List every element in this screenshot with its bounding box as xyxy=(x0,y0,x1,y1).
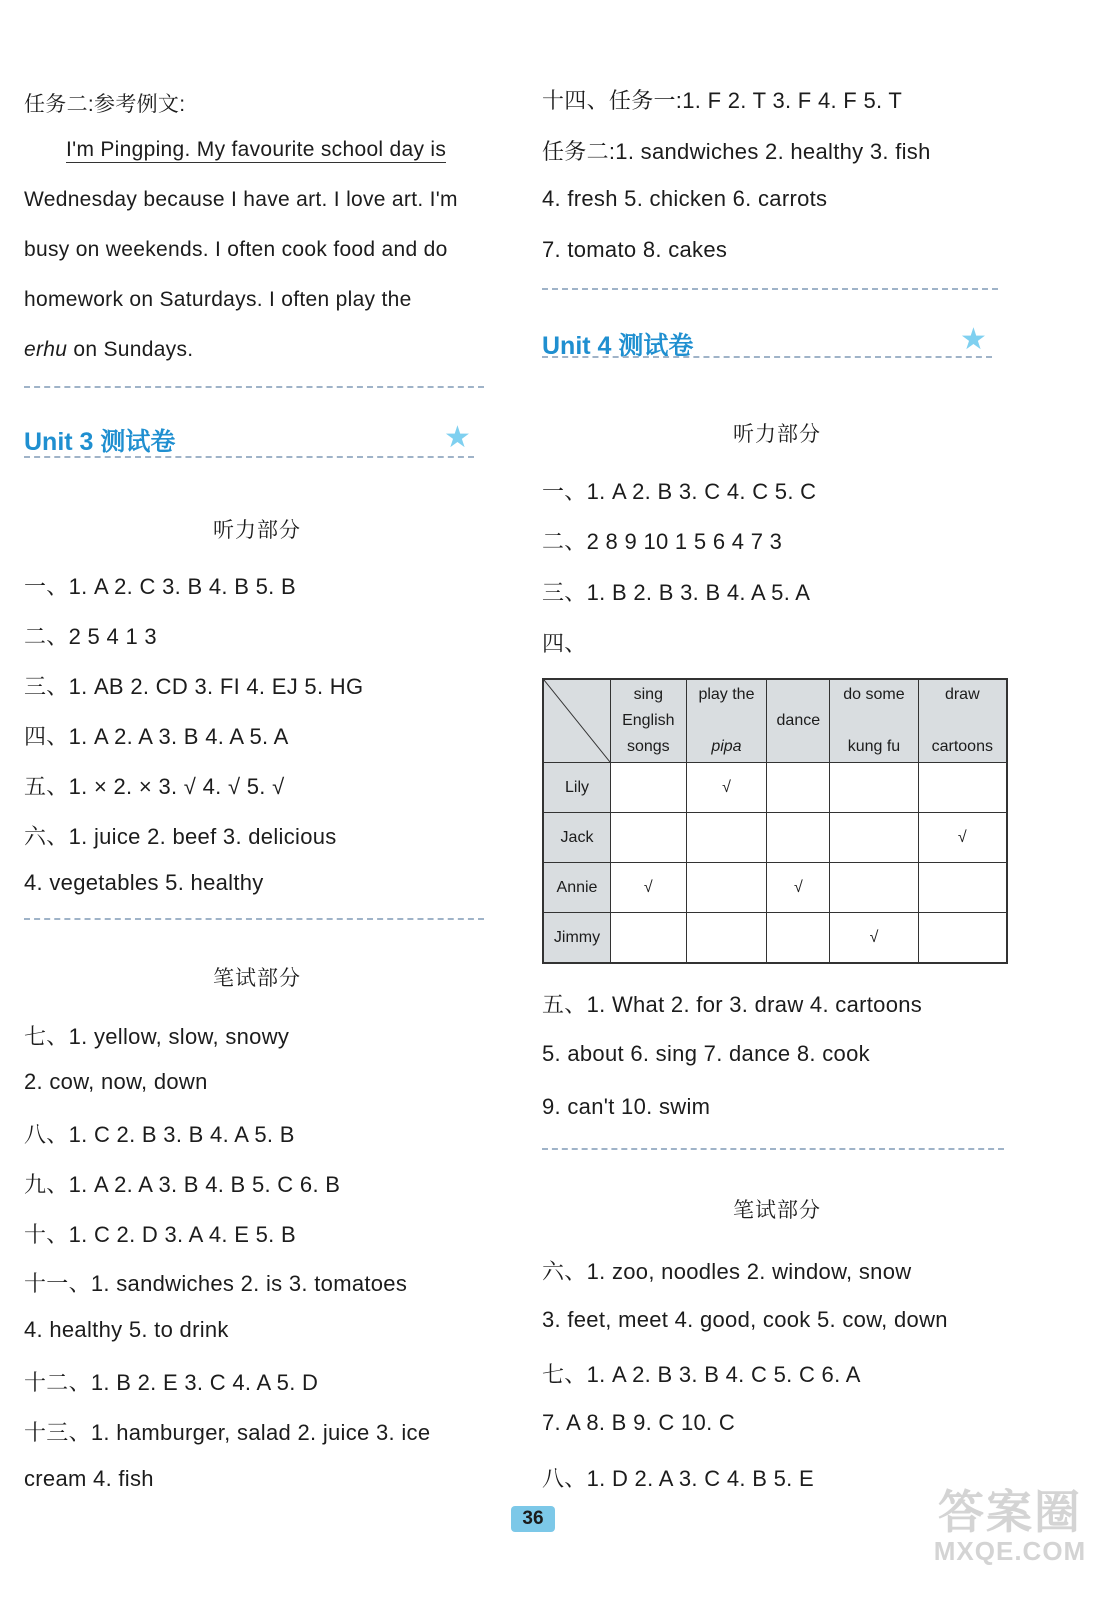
col-header-do-some-kung-fu: do some kung fu xyxy=(830,679,918,763)
activity-table xyxy=(542,678,1008,964)
answer-line: 六、1. zoo, noodles 2. window, snow xyxy=(542,1259,912,1284)
essay-line-2: Wednesday because I have art. I love art. I'm xyxy=(24,188,458,211)
answer-line: 任务二:1. sandwiches 2. healthy 3. fish xyxy=(542,139,931,164)
divider xyxy=(24,386,484,388)
table-cell xyxy=(611,813,687,863)
answer-line: 一、1. A 2. C 3. B 4. B 5. B xyxy=(24,574,296,599)
table-cell xyxy=(918,913,1007,964)
table-cell: √ xyxy=(830,913,918,964)
table-cell xyxy=(918,863,1007,913)
answer-line: 八、1. D 2. A 3. C 4. B 5. E xyxy=(542,1466,814,1491)
writing-heading: 笔试部分 xyxy=(733,1199,821,1222)
writing-heading: 笔试部分 xyxy=(213,967,301,990)
essay-line-1 xyxy=(66,138,446,162)
listening-heading: 听力部分 xyxy=(213,519,301,542)
answer-line: 七、1. A 2. B 3. B 4. C 5. C 6. A xyxy=(542,1362,861,1387)
answer-line: 7. A 8. B 9. C 10. C xyxy=(542,1410,736,1435)
table-cell xyxy=(686,863,767,913)
divider xyxy=(542,288,998,290)
divider xyxy=(24,918,484,920)
col-header-draw-cartoons: draw cartoons xyxy=(918,679,1007,763)
answer-line: 一、1. A 2. B 3. C 4. C 5. C xyxy=(542,479,817,504)
col-header-sing-english-songs: sing English songs xyxy=(611,679,687,763)
answer-line: 三、1. AB 2. CD 3. FI 4. EJ 5. HG xyxy=(24,674,364,699)
unit4-title: Unit 4 测试卷 xyxy=(542,332,694,360)
table-cell: √ xyxy=(918,813,1007,863)
table-cell: √ xyxy=(686,763,767,813)
unit3-underline xyxy=(24,456,474,458)
table-cell xyxy=(686,813,767,863)
table-row xyxy=(543,813,1007,863)
diagonal-line-icon xyxy=(544,680,610,762)
table-cell xyxy=(830,763,918,813)
answer-line: 4. healthy 5. to drink xyxy=(24,1317,229,1342)
answer-line: 十一、1. sandwiches 2. is 3. tomatoes xyxy=(24,1271,408,1296)
answer-line: 十二、1. B 2. E 3. C 4. A 5. D xyxy=(24,1370,319,1395)
answer-line: 十、1. C 2. D 3. A 4. E 5. B xyxy=(24,1222,296,1247)
table-row xyxy=(543,763,1007,813)
table-cell: √ xyxy=(767,863,830,913)
table-header-row xyxy=(543,679,1007,763)
table-cell: √ xyxy=(611,863,687,913)
essay-line-5 xyxy=(24,338,193,362)
task2-heading: 任务二:参考例文: xyxy=(24,93,186,116)
table-cell xyxy=(830,863,918,913)
answer-line: 三、1. B 2. B 3. B 4. A 5. A xyxy=(542,580,811,605)
answer-line: 3. feet, meet 4. good, cook 5. cow, down xyxy=(542,1307,948,1332)
star-icon: ★ xyxy=(444,421,471,454)
table-cell xyxy=(918,763,1007,813)
row-name: Jimmy xyxy=(543,913,611,964)
answer-line: 六、1. juice 2. beef 3. delicious xyxy=(24,824,337,849)
essay-line-1-text: I'm Pingping. My favourite school day is xyxy=(66,138,447,161)
answer-line: 4. fresh 5. chicken 6. carrots xyxy=(542,186,828,211)
table-cell xyxy=(611,763,687,813)
table-cell xyxy=(767,813,830,863)
essay-line-5-rest: on Sundays. xyxy=(67,338,194,361)
listening-heading: 听力部分 xyxy=(733,423,821,446)
answer-line: 五、1. What 2. for 3. draw 4. cartoons xyxy=(542,992,923,1017)
answer-line: 四、 xyxy=(542,631,587,656)
table-cell xyxy=(767,763,830,813)
answer-line: 十四、任务一:1. F 2. T 3. F 4. F 5. T xyxy=(542,88,903,113)
answer-line: 七、1. yellow, slow, snowy xyxy=(24,1024,290,1049)
row-name: Annie xyxy=(543,863,611,913)
row-name: Jack xyxy=(543,813,611,863)
table-cell xyxy=(611,913,687,964)
answer-line: 四、1. A 2. A 3. B 4. A 5. A xyxy=(24,724,289,749)
table-cell xyxy=(686,913,767,964)
watermark xyxy=(930,1476,1090,1567)
answer-line: 十三、1. hamburger, salad 2. juice 3. ice xyxy=(24,1420,431,1445)
essay-line-3: busy on weekends. I often cook food and do xyxy=(24,238,448,261)
answer-line: 2. cow, now, down xyxy=(24,1069,208,1094)
answer-line: 7. tomato 8. cakes xyxy=(542,237,728,262)
essay-line-4: homework on Saturdays. I often play the xyxy=(24,288,412,311)
watermark-logo: 答案圈 xyxy=(938,1486,1082,1538)
table-row xyxy=(543,863,1007,913)
table-row xyxy=(543,913,1007,964)
watermark-site: MXQE.COM xyxy=(933,1536,1087,1566)
table-cell xyxy=(767,913,830,964)
answer-line: 4. vegetables 5. healthy xyxy=(24,870,264,895)
page-number: 36 xyxy=(511,1506,555,1532)
unit4-underline xyxy=(542,356,992,358)
essay-erhu: erhu xyxy=(24,338,68,361)
answer-line: 五、1. × 2. × 3. √ 4. √ 5. √ xyxy=(24,774,285,799)
answer-line: 九、1. A 2. A 3. B 4. B 5. C 6. B xyxy=(24,1172,341,1197)
table-cell xyxy=(830,813,918,863)
col-header-play-the-pipa: play the pipa xyxy=(686,679,767,763)
answer-line: 八、1. C 2. B 3. B 4. A 5. B xyxy=(24,1122,295,1147)
answer-line: 二、2 5 4 1 3 xyxy=(24,624,157,649)
row-name: Lily xyxy=(543,763,611,813)
unit3-title: Unit 3 测试卷 xyxy=(24,428,176,456)
answer-line: 5. about 6. sing 7. dance 8. cook xyxy=(542,1041,870,1066)
star-icon: ★ xyxy=(960,323,987,356)
answer-line: cream 4. fish xyxy=(24,1466,154,1491)
divider xyxy=(542,1148,1004,1150)
answer-line: 9. can't 10. swim xyxy=(542,1094,711,1119)
col-header-dance: dance xyxy=(767,679,830,763)
answer-line: 二、2 8 9 10 1 5 6 4 7 3 xyxy=(542,529,783,554)
table-corner xyxy=(543,679,611,763)
